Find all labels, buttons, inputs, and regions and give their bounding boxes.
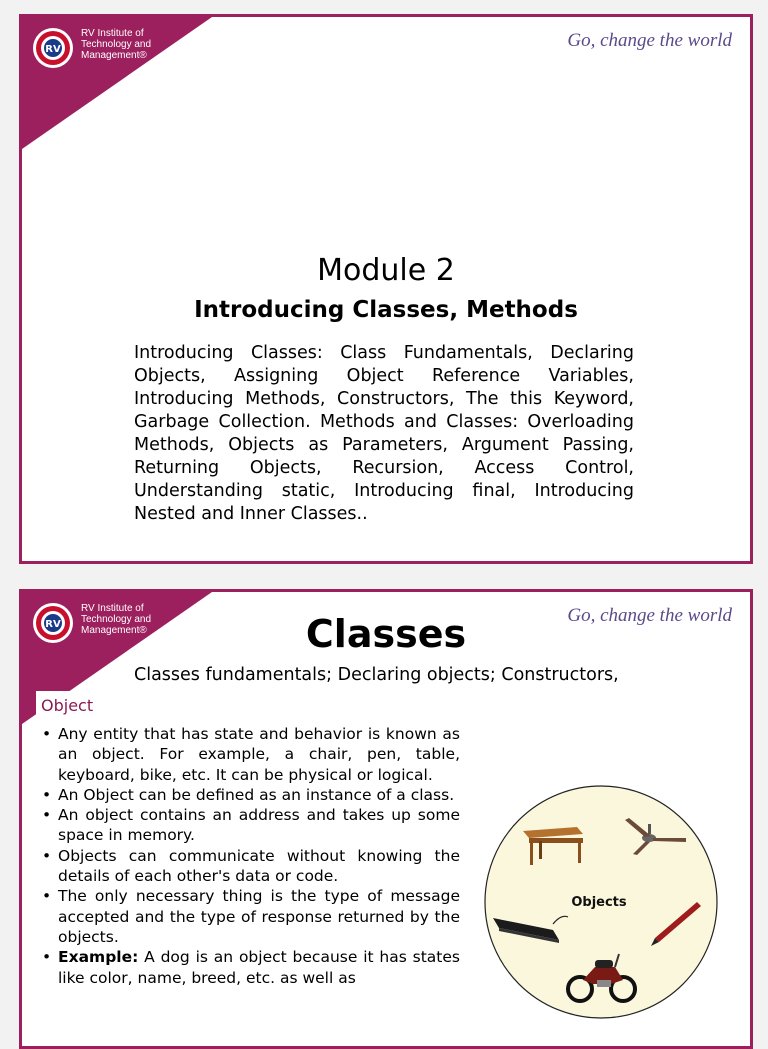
tagline: Go, change the world bbox=[567, 30, 732, 51]
bullet-icon: • bbox=[42, 806, 52, 825]
bullet-icon: • bbox=[42, 948, 52, 967]
object-heading: Object bbox=[41, 696, 94, 715]
list-item bbox=[39, 805, 460, 846]
module-description: Introducing Classes: Class Fundamentals, Declaring Objects, Assigning Object Reference Variables, Introducing Methods, Constructors, The this Keyword, Garbage Collection. Methods and Classes: Overloading Methods, Objects as Parameters, Argument Passing, Returning Objects, Recursion, Access Control, Understanding static, Introducing final, Introducing Nested and Inner Classes.. bbox=[134, 343, 634, 524]
classes-title: Classes bbox=[305, 612, 467, 656]
logo-letters: RV bbox=[45, 44, 61, 55]
module-subtitle: Introducing Classes, Methods bbox=[194, 297, 578, 323]
institute-name-line-1: RV Institute of bbox=[81, 28, 144, 39]
objects-diagram bbox=[483, 784, 719, 1020]
institute-name-line-1: RV Institute of bbox=[81, 603, 144, 614]
example-text: A dog is an object because it has states like color, name, breed, etc. as well as bbox=[58, 948, 460, 987]
rv-logo-icon bbox=[32, 27, 74, 69]
bullet-text: An object contains an address and takes up some space in memory. bbox=[58, 806, 460, 845]
list-item bbox=[39, 785, 460, 805]
bullet-icon: • bbox=[42, 887, 52, 906]
slide-module-2 bbox=[19, 14, 753, 564]
example-label: Example: bbox=[58, 948, 139, 967]
institute-name-line-3: Management® bbox=[81, 625, 147, 636]
slide-classes bbox=[19, 589, 753, 1049]
list-item bbox=[39, 846, 460, 887]
institute-name-line-2: Technology and bbox=[81, 614, 152, 625]
list-item bbox=[39, 947, 460, 988]
bullet-icon: • bbox=[42, 785, 52, 804]
classes-description: Classes fundamentals; Declaring objects; Constructors, bbox=[134, 665, 619, 685]
tagline: Go, change the world bbox=[567, 605, 732, 626]
bullet-icon: • bbox=[42, 846, 52, 865]
bullet-text: An Object can be defined as an instance of a class. bbox=[58, 785, 455, 804]
bullet-text: Objects can communicate without knowing the details of each other's data or code. bbox=[58, 846, 460, 886]
logo-letters: RV bbox=[45, 619, 61, 630]
object-bullet-list bbox=[39, 724, 460, 988]
bullet-text: The only necessary thing is the type of message accepted and the type of response returned by the objects. bbox=[58, 887, 460, 946]
institute-name bbox=[81, 28, 151, 61]
institute-name-line-2: Technology and bbox=[81, 39, 152, 50]
list-item bbox=[39, 886, 460, 947]
objects-label: Objects bbox=[571, 895, 627, 910]
object-explanation-panel bbox=[36, 691, 753, 1049]
institute-name-line-3: Management® bbox=[81, 50, 147, 61]
bullet-icon: • bbox=[42, 725, 52, 743]
module-title: Module 2 bbox=[317, 253, 455, 288]
bullet-text: Any entity that has state and behavior is known as an object. For example, a chair, pen, table, keyboard, bike, etc. It can be physical or logical. bbox=[58, 725, 460, 784]
list-item bbox=[39, 724, 460, 785]
